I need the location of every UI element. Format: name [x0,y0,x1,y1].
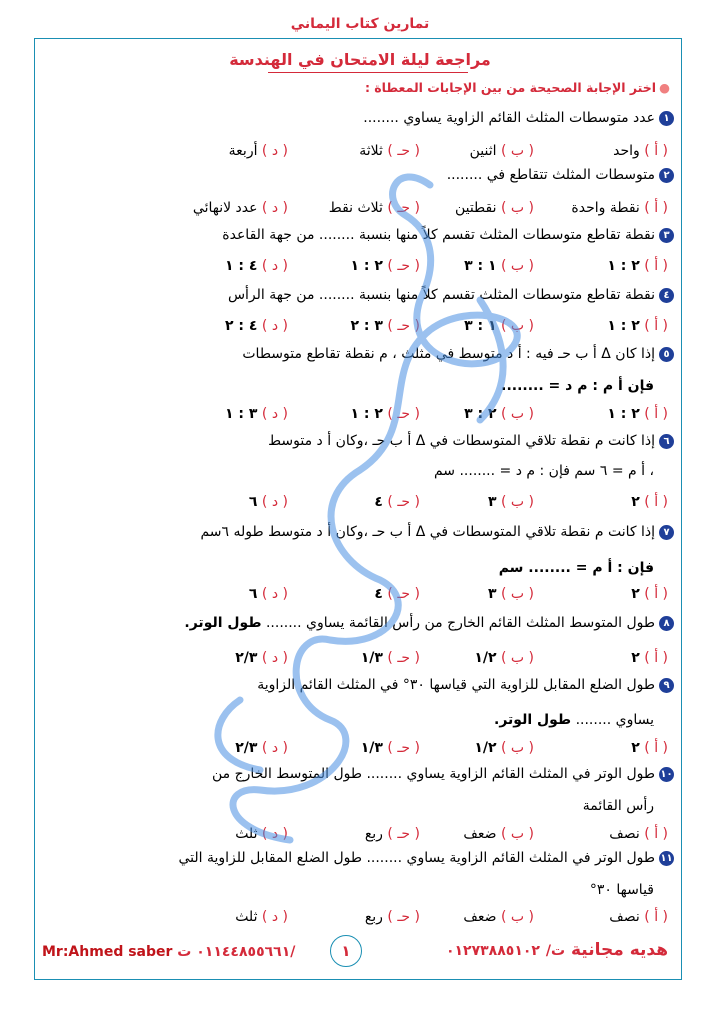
option-paren: ) [500,318,507,334]
option-paren: ( [282,909,288,925]
option-letter: حـ [397,406,411,422]
option-letter: حـ [397,494,411,510]
option-value: ٤ : ٢ [225,318,258,334]
option-paren: ( [662,909,668,925]
option-paren: ) [261,200,268,216]
option-paren: ( [662,494,668,510]
question-8 [184,615,674,631]
option-letter: حـ [397,909,411,925]
phone-number-1: ٠١٢٧٣٨٨٥١٠٢ [445,943,540,959]
option-paren: ) [261,143,268,159]
question-text: إذا كانت م نقطة تلاقي المتوسطات في Δ أ ب حـ ،وكان أ د متوسط [268,433,655,449]
option-5-1[interactable] [607,406,668,422]
option-letter: أ [654,318,659,334]
option-letter: أ [654,740,659,756]
option-paren: ( [282,143,288,159]
option-value: ٢ : ١ [607,406,640,422]
option-paren: ) [644,200,650,216]
title-underline [268,72,468,73]
option-letter: د [271,200,279,216]
question-number-badge: ٩ [659,678,674,693]
option-paren: ( [282,740,288,756]
option-paren: ( [528,826,534,842]
question-6 [268,433,674,449]
question-text-line2: قياسها ٣٠° [589,882,654,898]
question-5 [242,346,674,362]
option-letter: أ [654,143,659,159]
question-2 [447,167,674,183]
option-letter: ب [510,143,525,159]
option-letter: ب [510,826,525,842]
option-value: ٢ : ١ [350,258,383,274]
option-paren: ) [387,406,393,422]
question-text: طول الوتر في المثلث القائم الزاوية يساوي ........ طول المتوسط الخارج من [211,766,655,782]
option-7-2[interactable] [488,586,534,602]
question-text: عدد متوسطات المثلث القائم الزاوية يساوي ........ [363,110,655,126]
option-paren: ) [261,826,268,842]
option-paren: ) [387,494,393,510]
question-text: نقطة تقاطع متوسطات المثلث تقسم كلاً منها بنسبة ........ من جهة الرأس [227,287,655,303]
option-value: ٢ : ١ [350,406,383,422]
option-letter: ب [510,740,525,756]
option-paren: ) [644,143,650,159]
option-paren: ( [528,740,534,756]
option-value: ثلاثة [359,143,383,159]
option-paren: ) [387,826,393,842]
option-paren: ) [387,258,393,274]
book-title: تمارين كتاب اليماني [290,16,430,32]
option-paren: ) [500,200,507,216]
question-1 [363,110,674,126]
option-value: ١/٢ [474,650,497,666]
option-paren: ( [414,650,420,666]
option-value: ربع [364,826,383,842]
option-value: ٢ [631,494,640,510]
option-letter: ب [510,586,525,602]
option-letter: أ [654,909,659,925]
option-letter: د [271,909,279,925]
option-paren: ) [387,586,393,602]
option-letter: ب [510,200,525,216]
question-11 [178,850,674,866]
option-11-1[interactable] [609,909,668,925]
option-3-2[interactable] [464,258,534,274]
option-paren: ( [662,143,668,159]
option-paren: ( [662,318,668,334]
option-11-3[interactable] [365,909,420,925]
question-9 [257,677,674,693]
option-paren: ( [282,200,288,216]
option-paren: ( [414,494,420,510]
option-value: عدد لانهائي [192,200,258,216]
question-text-bold: طول الوتر. [184,615,262,631]
option-paren: ( [414,318,420,334]
option-paren: ) [500,826,507,842]
question-11-continuation [590,882,654,898]
option-value: ٣ [487,494,497,510]
option-paren: ( [528,200,534,216]
option-paren: ) [387,740,393,756]
option-7-4[interactable] [249,586,288,602]
option-paren: ) [644,826,650,842]
option-2-1[interactable] [571,200,668,216]
option-10-4[interactable] [235,826,288,842]
question-number-badge: ١ [659,111,674,126]
option-letter: د [271,586,279,602]
option-paren: ) [261,740,268,756]
instruction-text: اختر الإجابة الصحيحة من بين الإجابات المعطاة : [364,80,657,95]
option-value: نقطتين [454,200,497,216]
option-letter: د [271,258,279,274]
option-paren: ( [528,318,534,334]
option-paren: ( [662,586,668,602]
option-4-3[interactable] [350,318,420,334]
question-10-continuation [583,798,654,814]
option-10-3[interactable] [365,826,420,842]
question-number-badge: ١٠ [660,768,673,780]
option-7-1[interactable] [631,586,668,602]
option-paren: ) [500,586,507,602]
option-paren: ) [387,909,393,925]
option-11-2[interactable] [463,909,534,925]
option-paren: ( [282,494,288,510]
option-paren: ( [528,650,534,666]
option-paren: ( [414,826,420,842]
option-paren: ) [500,494,507,510]
phone-label-1: ت/ [545,943,566,959]
option-4-2[interactable] [464,318,534,334]
question-6-continuation [434,463,654,479]
option-value: ٤ [374,586,383,602]
option-1-4[interactable] [229,143,288,159]
option-paren: ( [662,740,668,756]
option-paren: ( [662,200,668,216]
option-6-1[interactable] [631,494,668,510]
option-paren: ) [261,650,268,666]
option-6-2[interactable] [488,494,534,510]
question-7-continuation [499,560,654,576]
option-letter: حـ [397,318,411,334]
option-5-3[interactable] [350,406,420,422]
option-letter: د [271,740,279,756]
option-value: اثنين [469,143,497,159]
option-1-1[interactable] [613,143,668,159]
option-paren: ) [644,586,650,602]
option-3-1[interactable] [607,258,668,274]
question-text-line2: فإن أ م : م د = ........ [501,378,654,394]
option-6-3[interactable] [374,494,420,510]
option-5-2[interactable] [464,406,534,422]
option-2-3[interactable] [329,200,420,216]
option-letter: ب [510,258,525,274]
question-text: إذا كانت م نقطة تلاقي المتوسطات في Δ أ ب حـ ،وكان أ د متوسط طوله ٦سم [200,524,655,540]
option-value: ٢ [631,650,640,666]
option-letter: حـ [397,740,411,756]
option-9-4[interactable] [235,740,288,756]
option-paren: ) [644,740,650,756]
option-paren: ( [414,258,420,274]
question-number-badge: ٣ [659,228,674,243]
option-letter: د [271,826,279,842]
question-text: نقطة تقاطع متوسطات المثلث تقسم كلاً منها بنسبة ........ من جهة القاعدة [222,227,655,243]
option-letter: د [271,318,279,334]
question-text-bold: طول الوتر. [494,712,572,728]
option-10-2[interactable] [463,826,534,842]
option-paren: ) [500,650,507,666]
option-letter: ب [510,318,525,334]
question-text-line2: فإن : أ م = ........ سم [498,560,654,576]
option-value: ٢ : ١ [607,258,640,274]
option-8-2[interactable] [474,650,534,666]
option-value: ضعف [463,826,497,842]
option-paren: ( [282,406,288,422]
option-paren: ) [644,258,650,274]
footer-contact-left [42,944,295,960]
option-letter: حـ [397,826,411,842]
option-value: ١ : ٣ [464,258,497,274]
option-letter: أ [654,650,659,666]
option-value: ١/٣ [360,650,383,666]
option-letter: د [271,494,279,510]
page-title: مراجعة ليلة الامتحان في الهندسة [229,50,491,69]
option-paren: ) [261,258,268,274]
option-paren: ) [500,258,507,274]
option-paren: ) [500,406,507,422]
option-letter: حـ [397,650,411,666]
option-paren: ) [261,494,268,510]
question-text-line2: يساوي ........ [575,712,654,728]
question-text: إذا كان Δ أ ب حـ فيه : أ د متوسط في مثلث ، م نقطة تقاطع متوسطات [242,346,655,362]
author-name: Mr:Ahmed saber [42,944,173,960]
option-8-4[interactable] [235,650,288,666]
option-letter: أ [654,826,659,842]
option-6-4[interactable] [249,494,288,510]
option-letter: د [271,406,279,422]
question-number-badge: ٤ [659,288,674,303]
option-paren: ) [387,143,393,159]
option-value: ٣ : ٢ [350,318,383,334]
option-letter: ب [510,494,525,510]
option-paren: ( [528,494,534,510]
option-value: ١/٢ [474,740,497,756]
option-value: ٢ : ٣ [464,406,497,422]
gift-label: هديه مجانية [570,940,668,960]
option-paren: ( [282,318,288,334]
option-value: ثلث [235,826,258,842]
option-value: ١ : ٣ [464,318,497,334]
option-letter: ب [510,406,525,422]
option-value: ٢ : ١ [607,318,640,334]
phone-label-2: ت/ [177,944,296,960]
option-paren: ( [662,826,668,842]
option-2-4[interactable] [193,200,288,216]
option-value: ٦ [248,494,258,510]
option-3-4[interactable] [225,258,288,274]
option-letter: د [271,143,279,159]
question-5-continuation [501,378,654,394]
question-number-badge: ١١ [660,852,673,864]
option-letter: حـ [397,143,411,159]
option-9-3[interactable] [361,740,420,756]
option-letter: د [271,650,279,666]
option-4-1[interactable] [607,318,668,334]
option-paren: ( [282,586,288,602]
option-letter: أ [654,494,659,510]
option-value: ٢ [631,586,640,602]
option-letter: حـ [397,200,411,216]
option-paren: ( [282,826,288,842]
question-9-continuation [494,712,654,728]
option-letter: أ [654,406,659,422]
option-9-2[interactable] [474,740,534,756]
option-paren: ( [414,909,420,925]
option-paren: ) [500,740,507,756]
option-value: أربعة [228,143,258,159]
question-text: طول المتوسط المثلث القائم الخارج من رأس القائمة يساوي ........ [265,615,655,631]
option-10-1[interactable] [609,826,668,842]
phone-number-2: ٠١١٤٤٨٥٥٦٦١ [196,944,291,960]
option-paren: ) [261,909,268,925]
option-value: ٤ [374,494,383,510]
option-value: نقطة واحدة [571,200,640,216]
question-number-badge: ٦ [659,434,674,449]
option-1-2[interactable] [470,143,534,159]
option-paren: ( [528,406,534,422]
option-paren: ) [261,406,268,422]
option-7-3[interactable] [374,586,420,602]
option-value: نصف [609,826,640,842]
option-paren: ( [528,586,534,602]
option-value: ضعف [463,909,497,925]
option-paren: ) [387,318,393,334]
question-number-badge: ٨ [659,616,674,631]
option-value: واحد [613,143,640,159]
option-11-4[interactable] [235,909,288,925]
option-paren: ( [662,258,668,274]
option-letter: ب [510,909,525,925]
question-text: متوسطات المثلث تتقاطع في ........ [446,167,655,183]
question-10 [212,766,674,782]
option-letter: أ [654,258,659,274]
option-paren: ) [387,200,393,216]
question-number-badge: ٥ [659,347,674,362]
footer-contact-right [446,940,668,960]
option-paren: ( [414,740,420,756]
option-letter: أ [654,200,659,216]
option-paren: ) [644,406,650,422]
option-paren: ) [500,909,507,925]
option-paren: ( [414,586,420,602]
option-value: ربع [364,909,383,925]
option-value: ٢/٣ [235,740,258,756]
instruction [365,80,670,95]
option-paren: ( [282,650,288,666]
option-1-3[interactable] [359,143,420,159]
option-paren: ( [414,200,420,216]
option-paren: ( [414,406,420,422]
option-value: ٤ : ١ [225,258,258,274]
question-text-line2: ، أ م = ٦ سم فإن : م د = ........ سم [433,463,654,479]
question-text-line2: رأس القائمة [582,798,654,814]
question-4 [228,287,674,303]
option-value: ثلث [235,909,258,925]
option-paren: ) [644,494,650,510]
option-value: ٢ [631,740,640,756]
option-3-3[interactable] [350,258,420,274]
option-paren: ( [662,650,668,666]
option-paren: ( [282,258,288,274]
option-paren: ( [528,909,534,925]
option-value: ٢/٣ [235,650,258,666]
option-paren: ( [528,258,534,274]
page-number: ١ [330,935,362,967]
option-value: نصف [609,909,640,925]
option-letter: حـ [397,586,411,602]
option-letter: حـ [397,258,411,274]
option-paren: ( [414,143,420,159]
option-8-3[interactable] [361,650,420,666]
option-paren: ) [644,318,650,334]
question-7 [200,524,674,540]
option-value: ٣ : ١ [225,406,258,422]
option-8-1[interactable] [631,650,668,666]
option-2-2[interactable] [455,200,534,216]
option-paren: ) [500,143,507,159]
option-4-4[interactable] [225,318,288,334]
option-value: ثلاث نقط [328,200,383,216]
question-number-badge: ٧ [659,525,674,540]
option-paren: ) [387,650,393,666]
question-text: طول الضلع المقابل للزاوية التي قياسها ٣٠° في المثلث القائم الزاوية [257,677,655,693]
option-paren: ) [261,586,268,602]
option-paren: ) [644,909,650,925]
option-letter: ب [510,650,525,666]
option-value: ١/٣ [360,740,383,756]
question-3 [222,227,674,243]
option-value: ٦ [248,586,258,602]
question-number-badge: ٢ [659,168,674,183]
option-paren: ) [644,650,650,666]
option-9-1[interactable] [631,740,668,756]
option-value: ٣ [487,586,497,602]
bullet-icon: ● [659,80,670,95]
question-text: طول الوتر في المثلث القائم الزاوية يساوي ........ طول الضلع المقابل للزاوية التي [178,850,655,866]
option-paren: ( [662,406,668,422]
option-5-4[interactable] [225,406,288,422]
option-letter: أ [654,586,659,602]
option-paren: ) [261,318,268,334]
option-paren: ( [528,143,534,159]
